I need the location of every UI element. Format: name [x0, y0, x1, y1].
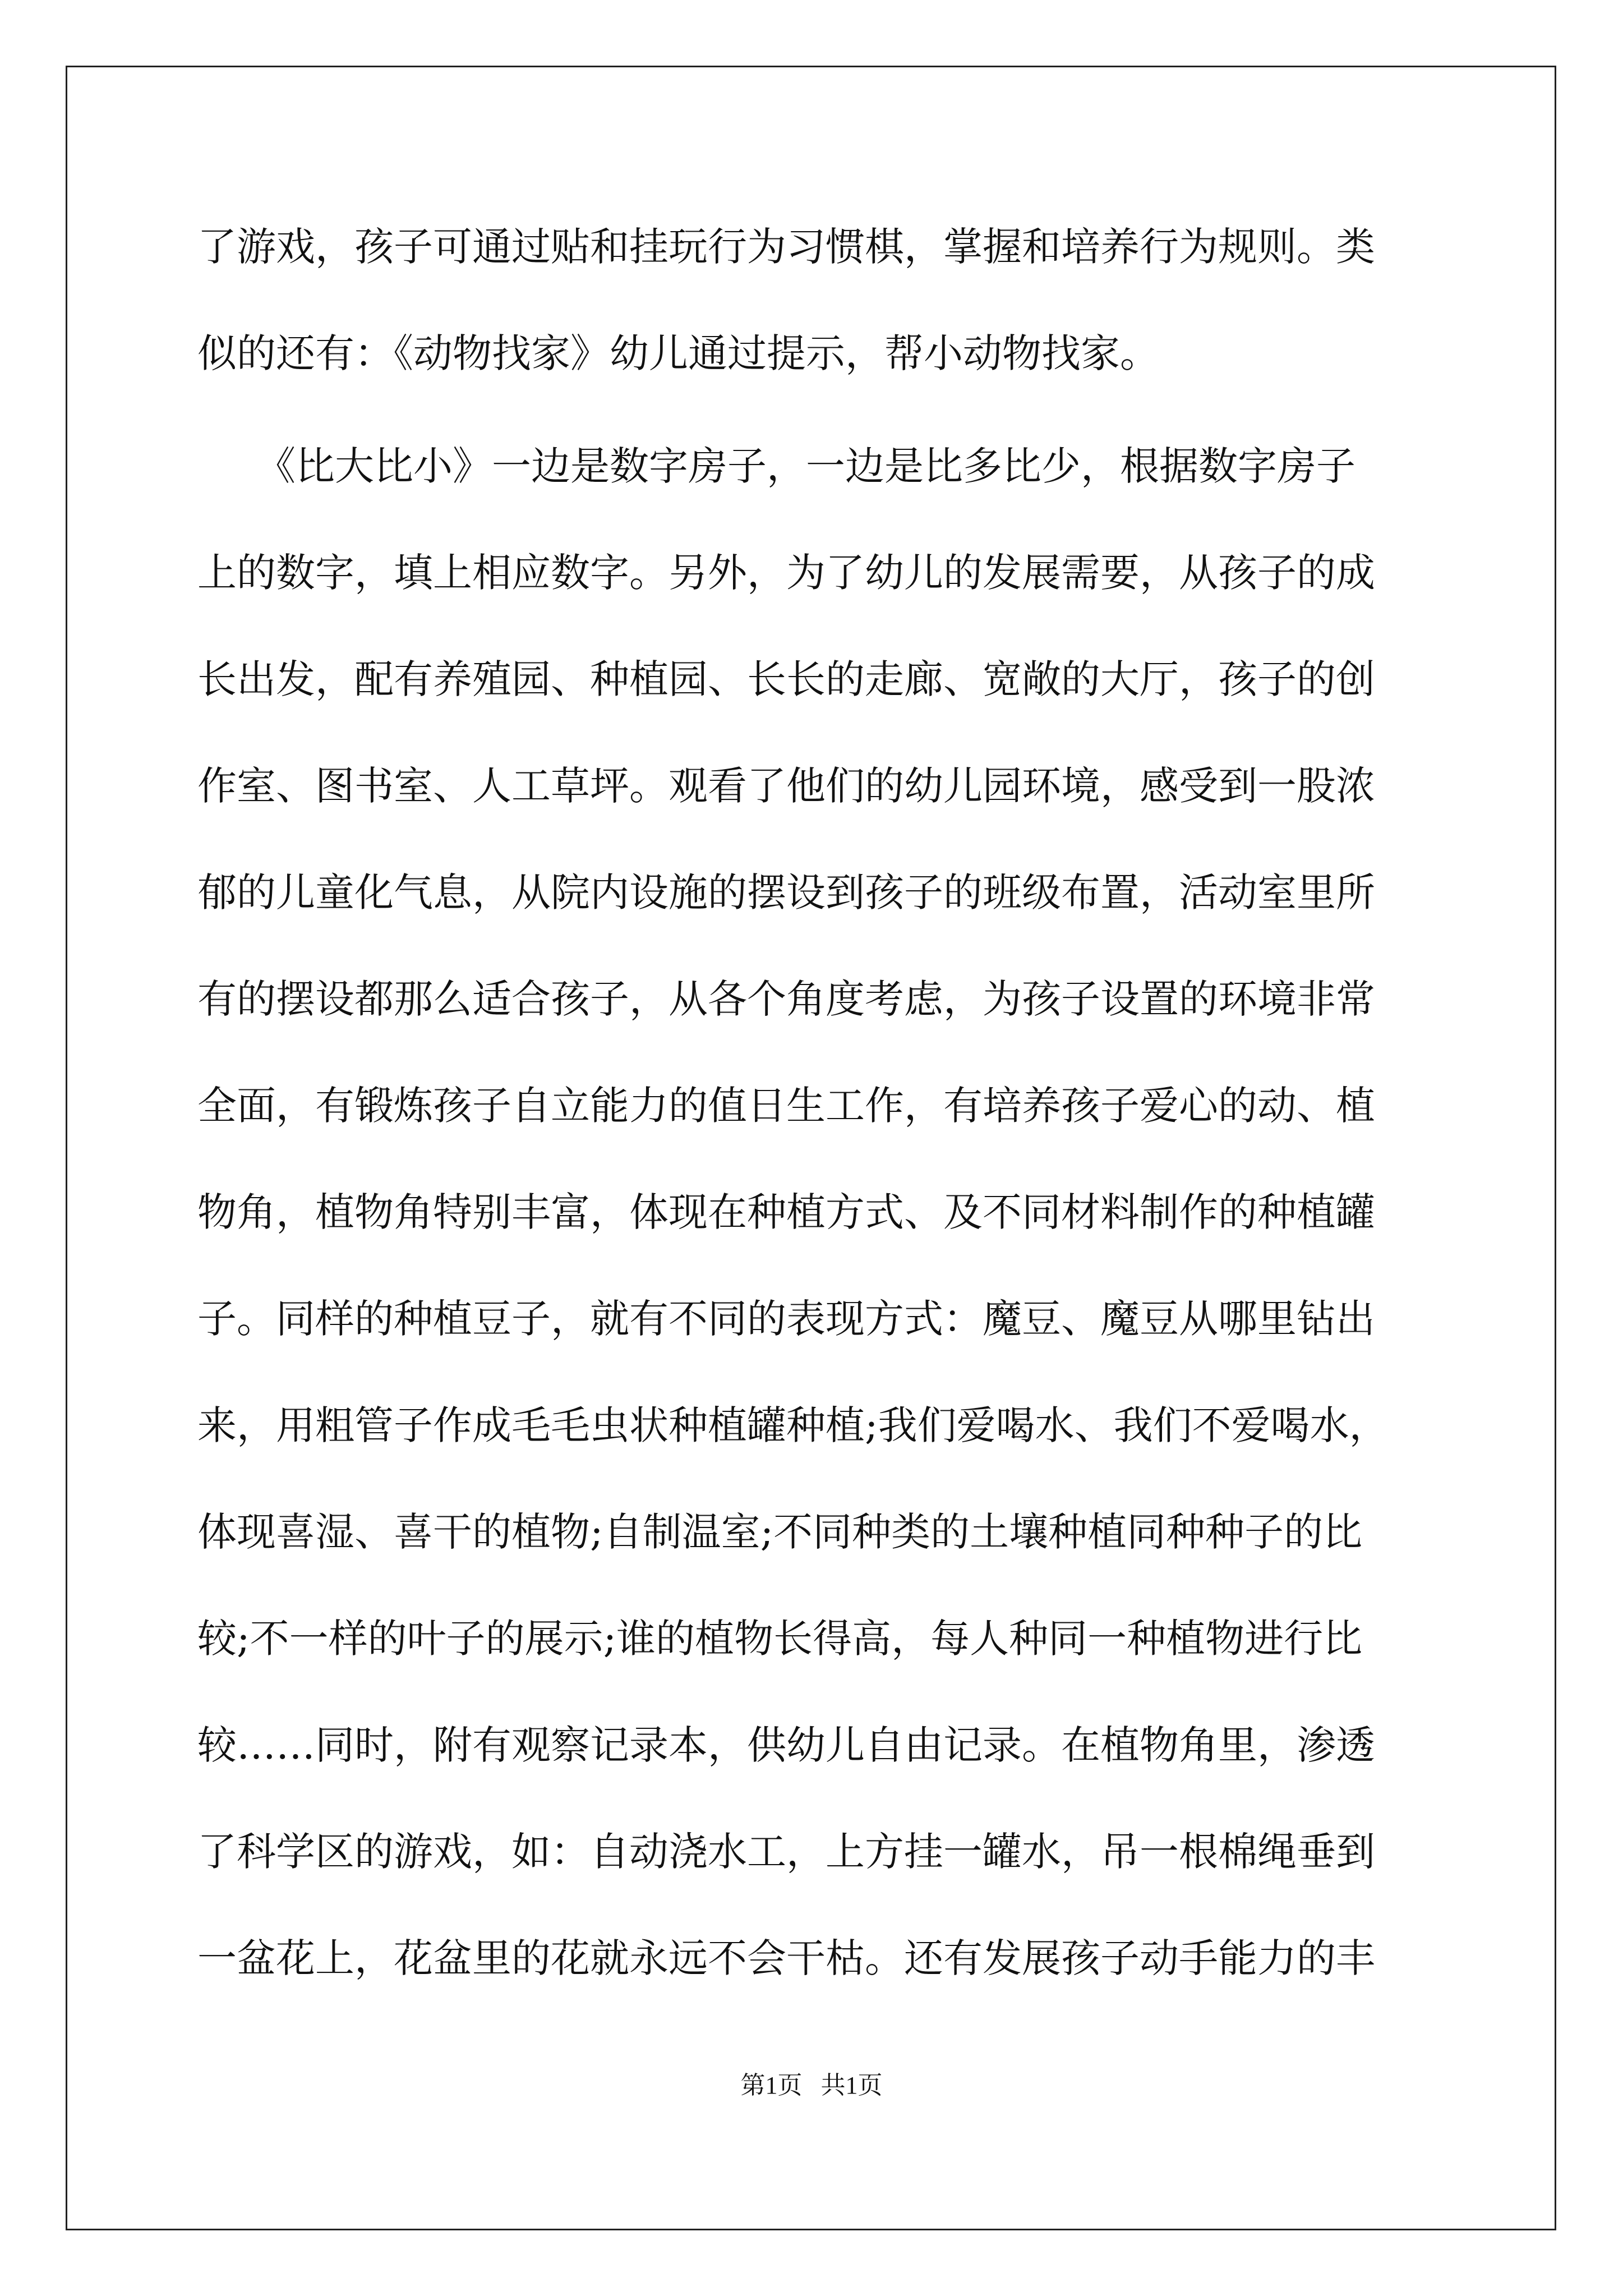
paragraph-line: 了科学区的游戏，如：自动浇水工，上方挂一罐水，吊一根棉绳垂到	[197, 1829, 1375, 1875]
paragraph-line: 全面，有锻炼孩子自立能力的值日生工作，有培养孩子爱心的动、植	[197, 1083, 1375, 1129]
page-footer	[0, 2069, 1623, 2102]
paragraph-line: 了游戏，孩子可通过贴和挂玩行为习惯棋，掌握和培养行为规则。类	[197, 224, 1375, 270]
page-number: 第1页	[740, 2072, 803, 2099]
paragraph-line: 有的摆设都那么适合孩子，从各个角度考虑，为孩子设置的环境非常	[197, 976, 1375, 1022]
paragraph-line: 一盆花上，花盆里的花就永远不会干枯。还有发展孩子动手能力的丰	[197, 1935, 1375, 1981]
paragraph-line: 体现喜湿、喜干的植物;自制温室;不同种类的土壤种植同种种子的比	[197, 1509, 1363, 1555]
paragraph-line: 上的数字，填上相应数字。另外，为了幼儿的发展需要，从孩子的成	[197, 550, 1375, 596]
page-total: 共1页	[820, 2072, 883, 2099]
paragraph-line: 来，用粗管子作成毛毛虫状种植罐种植;我们爱喝水、我们不爱喝水，	[197, 1402, 1389, 1448]
paragraph-line: 较;不一样的叶子的展示;谁的植物长得高，每人种同一种植物进行比	[197, 1616, 1363, 1662]
paragraph-line: 长出发，配有养殖园、种植园、长长的走廊、宽敞的大厅，孩子的创	[197, 656, 1375, 702]
paragraph-line: 似的还有：《动物找家》幼儿通过提示，帮小动物找家。	[197, 330, 1159, 376]
paragraph-line: 作室、图书室、人工草坪。观看了他们的幼儿园环境，感受到一股浓	[197, 763, 1375, 809]
paragraph-line: 较……同时，附有观察记录本，供幼儿自由记录。在植物角里，渗透	[197, 1722, 1375, 1768]
paragraph-line: 《比大比小》一边是数字房子，一边是比多比少，根据数字房子	[197, 443, 1355, 489]
paragraph-line: 郁的儿童化气息，从院内设施的摆设到孩子的班级布置，活动室里所	[197, 869, 1375, 915]
page-border	[66, 66, 1556, 2230]
paragraph-line: 子。同样的种植豆子，就有不同的表现方式：魔豆、魔豆从哪里钻出	[197, 1296, 1375, 1342]
paragraph-line: 物角，植物角特别丰富，体现在种植方式、及不同材料制作的种植罐	[197, 1189, 1375, 1235]
